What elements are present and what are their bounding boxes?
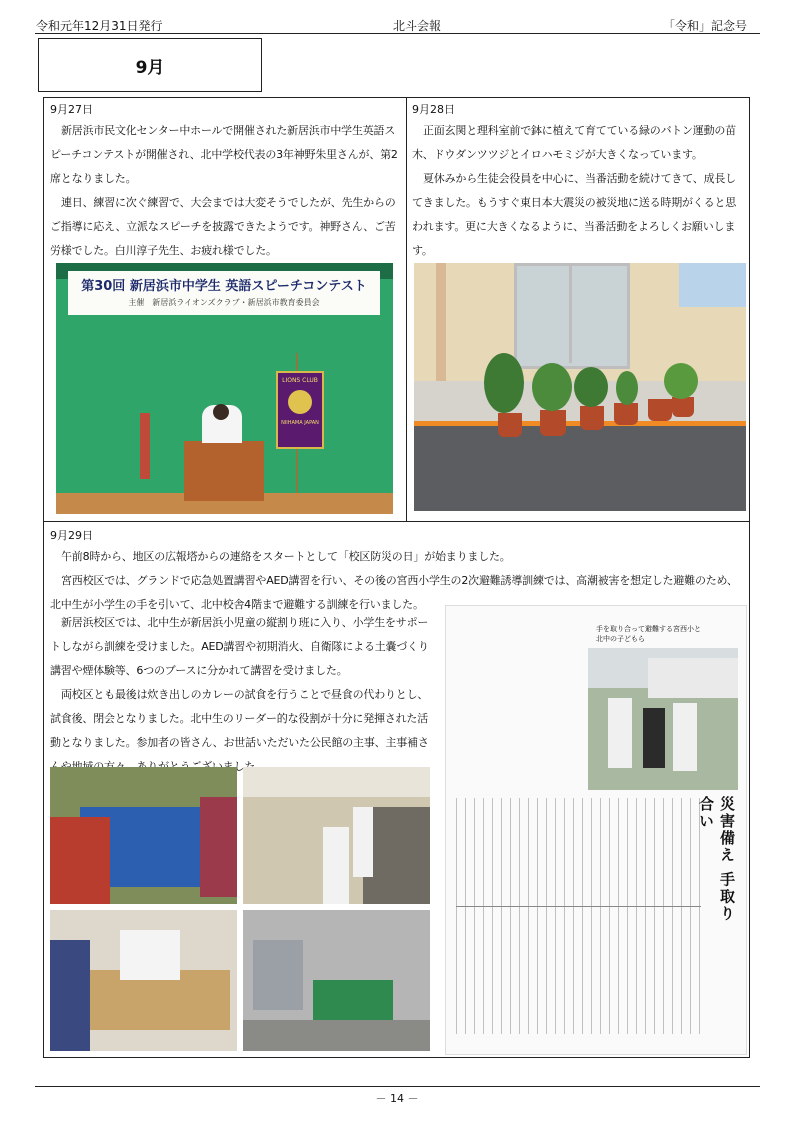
clipping-photo — [588, 648, 738, 790]
paragraph: 正面玄関と理科室前で鉢に植えて育てている緑のバトン運動の苗木、ドウダンツツジとイロハモミジが大きくなっています。 — [412, 124, 736, 161]
student — [673, 703, 697, 771]
caption-line: 北中の子どもら — [596, 635, 645, 643]
evacuation-stairs-photo — [243, 767, 430, 904]
section-date: 9月28日 — [412, 103, 455, 116]
seedling — [574, 367, 608, 407]
student — [353, 807, 373, 877]
section-sep29-narrow — [50, 611, 432, 779]
clipping-text-columns — [456, 798, 701, 1034]
column-divider — [406, 97, 407, 521]
flower-pot — [614, 403, 638, 425]
paragraph: 両校区とも最後は炊き出しのカレーの試食を行うことで昼食の代わりとし、試食後、閉会となりました。北中生のリーダー的な役割が十分に発揮された活動となりました。参加者の皆さん、お世話いただいた公民館の主事、主事補さ し — [50, 688, 429, 773]
clipping-rule — [456, 906, 701, 907]
banner-organizer: 主催 新居浜ライオンズクラブ・新居浜市教育委員会 — [128, 298, 320, 307]
speech-contest-photo — [56, 263, 393, 514]
ceiling — [243, 767, 430, 797]
potted-plants-photo — [414, 263, 746, 511]
student — [323, 827, 349, 904]
flower-pot — [498, 413, 522, 437]
lions-emblem-icon — [288, 390, 312, 414]
flower-pot — [540, 410, 566, 436]
paragraph: 午前8時から、地区の広報塔からの連絡をスタートとして「校区防災の日」が始まりました。 — [61, 550, 511, 563]
contest-banner — [68, 271, 380, 315]
section-sep27 — [50, 101, 400, 263]
paragraph: 連日、練習に次ぐ練習で、大会までは大変そうでしたが、先生からのご指導に応え、立派なスピーチを披露できたようです。神野さん、ご苦労様でした。白川淳子先生、お疲れ様でした。 — [50, 196, 396, 257]
section-date: 9月27日 — [50, 103, 93, 116]
person — [120, 930, 180, 980]
footer-rule — [35, 1086, 760, 1087]
window — [514, 263, 630, 369]
section-date: 9月29日 — [50, 529, 93, 542]
paragraph: 新居浜市民文化センター中ホールで開催された新居浜市中学生英語スピーチコンテストが開催され、北中学校代表の3年神野朱里さんが、第2席となりました。 — [50, 124, 398, 185]
paragraph: 夏休みから生徒会役員を中心に、当番活動を続けてきて、成長してきました。もうすぐ東日本大震災の被災地に送る時期がくると思われます。更に大きくなるように、当番活動をよろしくお願いします。 — [412, 172, 736, 257]
flag — [140, 413, 150, 479]
staircase — [363, 807, 430, 904]
clipping-caption — [596, 624, 736, 644]
ground — [243, 1020, 430, 1051]
lions-club-pennant — [276, 371, 324, 449]
page-number: － 14 － — [375, 1092, 419, 1105]
child — [643, 708, 665, 768]
month-label: 9月 — [135, 57, 165, 78]
flower-pot — [580, 406, 604, 430]
seedling — [664, 363, 698, 399]
section-sep29 — [50, 527, 745, 617]
issue-date: 令和元年12月31日発行 — [36, 19, 163, 33]
speaker-head — [213, 404, 229, 420]
clipping-headline: 災害備え 手取り合い — [697, 796, 736, 923]
pennant-bottom-text: NIIHAMA JAPAN — [281, 420, 319, 426]
seedling — [616, 371, 638, 405]
fire-drill-photo — [243, 910, 430, 1051]
drain-pipe — [436, 263, 446, 391]
flower-pot — [648, 399, 672, 421]
window-frame — [569, 263, 572, 363]
issue-label: 「令和」記念号 — [663, 19, 748, 33]
newsletter-title: 北斗会報 — [393, 19, 442, 33]
row-divider — [43, 521, 750, 522]
window-right — [679, 263, 746, 307]
fire-equipment — [253, 940, 303, 1010]
person — [50, 817, 110, 904]
paragraph: 新居浜校区では、北中生が新居浜小児童の縦割り班に入り、小学生をサポートしながら訓練を受けました。AED講習や初期消火、自衛隊による土嚢づくり講習や煙体験等、6つのブースに分かれて講習を受けました。 — [50, 616, 429, 677]
header-rule — [35, 33, 760, 34]
student — [608, 698, 632, 768]
section-sep28 — [412, 101, 745, 263]
person — [200, 797, 237, 897]
curry-tasting-photo — [50, 910, 237, 1051]
paragraph: 宮西校区では、グランドで応急処置講習やAED講習を行い、その後の宮西小学生の2次避難誘導訓練では、高潮被害を想定した避難のため、北中生が小学生の手を引いて、北中校舎4階まで避難する訓練を行いました。 — [50, 574, 738, 611]
podium — [184, 441, 264, 501]
caption-line: 手を取り合って避難する宮西小と — [596, 625, 701, 633]
seedling — [532, 363, 572, 411]
school-building — [648, 658, 738, 698]
person — [50, 940, 90, 1051]
flower-pot — [672, 397, 694, 417]
month-heading — [38, 38, 262, 92]
aed-training-photo — [50, 767, 237, 904]
seedling — [484, 353, 524, 413]
road — [414, 426, 746, 511]
pennant-top-text: LIONS CLUB — [282, 377, 318, 384]
newspaper-clipping — [445, 605, 747, 1055]
banner-title: 第30回 新居浜市中学生 英語スピーチコンテスト — [81, 279, 367, 294]
